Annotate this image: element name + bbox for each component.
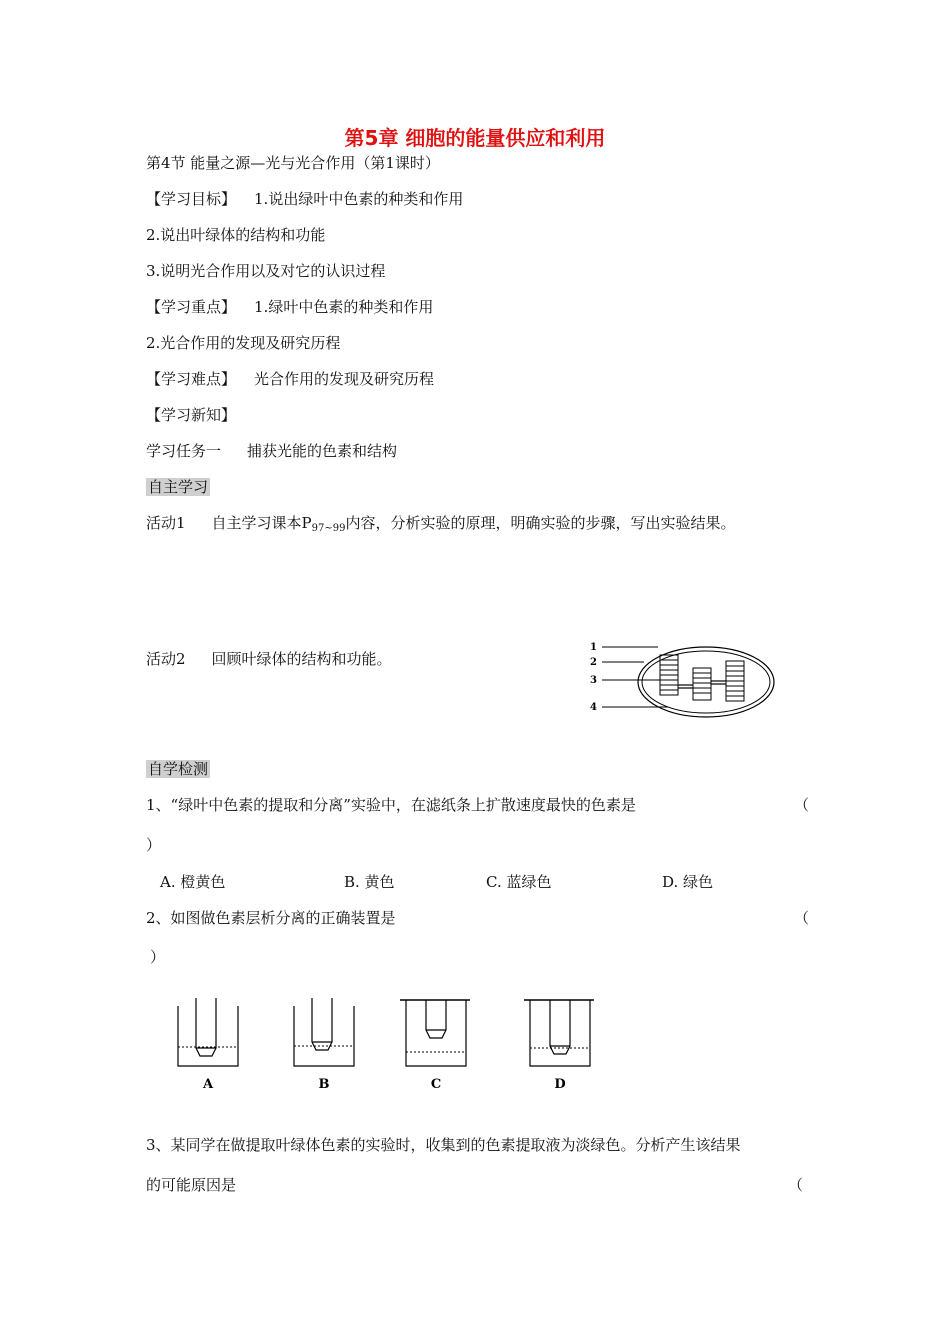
- chloroplast-label-3: 3: [590, 675, 597, 686]
- learning-goal-3: 3.说明光合作用以及对它的认识过程: [146, 262, 386, 280]
- key-point-1: 1.绿叶中色素的种类和作用: [254, 298, 434, 316]
- chromatography-setups: [170, 996, 610, 1092]
- question-2-paren-open: （: [794, 909, 810, 927]
- difficulty-item: 光合作用的发现及研究历程: [254, 370, 435, 388]
- question-1-paren-close: ）: [146, 836, 162, 854]
- learning-goals: [146, 188, 463, 209]
- grana-stacks: [660, 655, 744, 701]
- chloroplast-label-4: 4: [590, 702, 597, 713]
- question-3-line-1: 3、某同学在做提取叶绿体色素的实验时，收集到的色素提取液为淡绿色。分析产生该结果: [146, 1136, 741, 1154]
- key-points-label: 【学习重点】: [146, 298, 237, 316]
- self-study-label: 自主学习: [148, 478, 209, 496]
- activity1: [146, 512, 735, 534]
- setup-c-beaker: [400, 1000, 470, 1066]
- question-3-paren-open: （: [788, 1176, 804, 1194]
- activity1-label: 活动1: [146, 514, 186, 532]
- question-2-paren-close: ）: [150, 948, 166, 966]
- setup-label-c: C: [430, 1077, 442, 1092]
- activity1-text-b: 内容，分析实验的原理，明确实验的步骤，写出实验结果。: [345, 514, 736, 532]
- setup-d-beaker: [524, 1000, 594, 1066]
- self-check-heading: [146, 758, 210, 779]
- setup-label-d: D: [554, 1077, 566, 1092]
- activity2-text: 回顾叶绿体的结构和功能。: [211, 650, 392, 668]
- question-1-option-c: C. 蓝绿色: [486, 873, 552, 891]
- question-2-stem: 2、如图做色素层析分离的正确装置是: [146, 909, 396, 927]
- self-study-heading: [146, 476, 210, 497]
- learning-goal-1: 1.说出绿叶中色素的种类和作用: [254, 190, 464, 208]
- question-1-option-a: A. 橙黄色: [160, 873, 226, 891]
- stroma-lamellae: [678, 681, 726, 688]
- task1-title: 捕获光能的色素和结构: [247, 442, 398, 460]
- question-1-stem: 1、“绿叶中色素的提取和分离”实验中，在滤纸条上扩散速度最快的色素是: [146, 796, 636, 814]
- chloroplast-outer-membrane: [638, 647, 774, 717]
- chloroplast-label-1: 1: [590, 642, 597, 653]
- setup-label-b: B: [318, 1077, 330, 1092]
- question-1-paren-open: （: [794, 796, 810, 814]
- setup-b-beaker: [294, 998, 354, 1066]
- activity1-pages: 97~99: [311, 523, 346, 534]
- task1-heading: [146, 440, 397, 461]
- activity1-text-a: 自主学习课本P: [211, 514, 312, 532]
- section-heading: 第4节 能量之源—光与光合作用（第1课时）: [146, 154, 440, 172]
- difficulty: [146, 368, 434, 389]
- learning-goals-label: 【学习目标】: [146, 190, 237, 208]
- question-3-line-2: 的可能原因是: [146, 1176, 237, 1194]
- self-check-label: 自学检测: [148, 760, 209, 778]
- activity2-label: 活动2: [146, 650, 186, 668]
- activity2: [146, 648, 392, 669]
- question-1-option-b: B. 黄色: [344, 873, 395, 891]
- new-knowledge-heading: 【学习新知】: [146, 406, 237, 424]
- learning-goal-2: 2.说出叶绿体的结构和功能: [146, 226, 326, 244]
- key-points: [146, 296, 433, 317]
- chloroplast-diagram: [588, 635, 778, 730]
- chloroplast-label-2: 2: [590, 657, 597, 668]
- key-point-2: 2.光合作用的发现及研究历程: [146, 334, 341, 352]
- question-1-option-d: D. 绿色: [662, 873, 714, 891]
- task1-label: 学习任务一: [146, 442, 222, 460]
- chapter-title: 第5章 细胞的能量供应和利用: [344, 126, 606, 150]
- difficulty-label: 【学习难点】: [146, 370, 237, 388]
- label-leader-lines: [602, 647, 668, 707]
- setup-label-a: A: [202, 1077, 214, 1092]
- setup-a-beaker: [178, 998, 238, 1066]
